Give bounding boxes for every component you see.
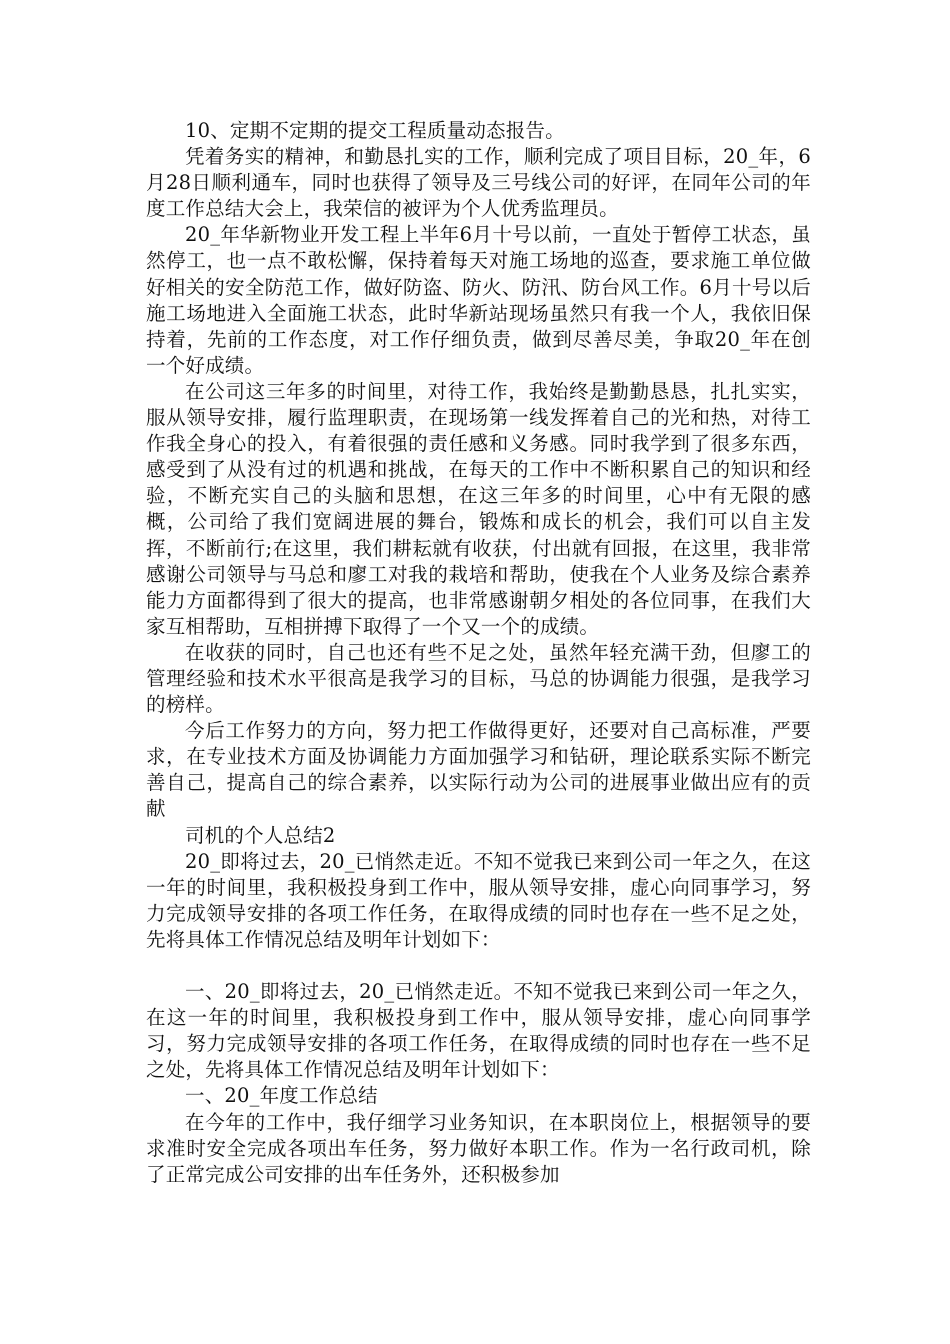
paragraph-this-year-work: 在今年的工作中，我仔细学习业务知识，在本职岗位上，根据领导的要求准时安全完成各项出车任务，努力做好本职工作。作为一名行政司机，除了正常完成公司安排的出车任务外，还积极参加 [146,1110,811,1186]
paragraph-project-goal: 凭着务实的精神，和勤恳扎实的工作，顺利完成了项目目标，20_年，6月28日顺利通车，同时也获得了领导及三号线公司的好评，在同年公司的年度工作总结大会上，我荣信的被评为个人优秀监理员。 [146,145,811,221]
section-title-driver-summary: 司机的个人总结2 [185,823,336,847]
paragraph-quality-report: 10、定期不定期的提交工程质量动态报告。 [185,119,565,142]
paragraph-year-intro: 20_即将过去，20_已悄然走近。不知不觉我已来到公司一年之久，在这一年的时间里，我积极投身到工作中，服从领导安排，虚心向同事学习，努力完成领导安排的各项工作任务，在取得成绩的同时也存在一些不足之处，先将具体工作情况总结及明年计划如下： [146,849,811,951]
paragraph-shortcomings: 在收获的同时，自己也还有些不足之处，虽然年轻充满干劲，但廖工的管理经验和技术水平很高是我学习的目标，马总的协调能力很强，是我学习的榜样。 [146,640,811,717]
paragraph-future-direction: 今后工作努力的方向，努力把工作做得更好，还要对自己高标准，严要求，在专业技术方面及协调能力方面加强学习和钻研，理论联系实际不断完善自己，提高自己的综合素养，以实际行动为公司的进展事业做出应有的贡献 [146,719,811,821]
paragraph-huaxin-project: 20_年华新物业开发工程上半年6月十号以前，一直处于暂停工状态，虽然停工，也一点不敢松懈，保持着每天对施工场地的巡查，要求施工单位做好相关的安全防范工作，做好防盗、防火、防汛、防台风工作。6月十号以后施工场地进入全面施工状态，此时华新站现场虽然只有我一个人，我依旧保持着，先前的工作态度，对工作仔细负责，做到尽善尽美，争取20_年在创一个好成绩。 [146,223,811,377]
paragraph-three-years: 在公司这三年多的时间里，对待工作，我始终是勤勤恳恳，扎扎实实，服从领导安排，履行监理职责，在现场第一线发挥着自己的光和热，对待工作我全身心的投入，有着很强的责任感和义务感。同时我学到了很多东西，感受到了从没有过的机遇和挑战，在每天的工作中不断积累自己的知识和经验，不断充实自己的头脑和思想，在这三年多的时间里，心中有无限的感概，公司给了我们宽阔进展的舞台，锻炼和成长的机会，我们可以自主发挥，不断前行;在这里，我们耕耘就有收获，付出就有回报，在这里，我非常感谢公司领导与马总和廖工对我的栽培和帮助，使我在个人业务及综合素养能力方面都得到了很大的提高，也非常感谢朝夕相处的各位同事，在我们大家互相帮助，互相拼搏下取得了一个又一个的成绩。 [146,379,811,638]
paragraph-year-intro-repeat: 一、20_即将过去，20_已悄然走近。不知不觉我已来到公司一年之久，在这一年的时间里，我积极投身到工作中，服从领导安排，虚心向同事学习，努力完成领导安排的各项工作任务，在取得成绩的同时也存在一些不足之处，先将具体工作情况总结及明年计划如下： [146,980,811,1082]
section-title-annual-summary: 一、20_年度工作总结 [185,1084,378,1108]
blank-line [146,953,811,979]
document-page [146,118,811,1188]
